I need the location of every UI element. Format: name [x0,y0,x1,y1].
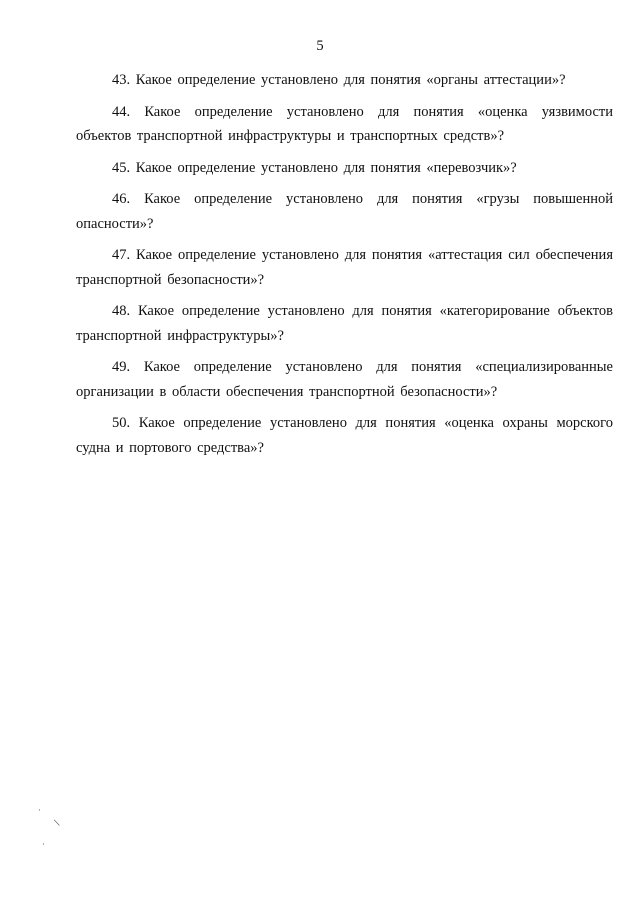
question-item: 43. Какое определение установлено для понятия «органы аттестации»? [112,72,566,88]
questions-list [76,68,613,467]
question-item: 49. Какое определение установлено для понятия «специализированные организации в области обеспечения транспортной безопасности»? [76,359,613,400]
question-item: 46. Какое определение установлено для понятия «грузы повышенной опасности»? [76,191,613,232]
question-item: 48. Какое определение установлено для понятия «категорирование объектов транспортной инфраструктуры»? [76,303,613,344]
question-item: 44. Какое определение установлено для понятия «оценка уязвимости объектов транспортной инфраструктуры и транспортных средств»? [76,103,613,144]
question-item: 47. Какое определение установлено для понятия «аттестация сил обеспечения транспортной безопасности»? [76,247,613,288]
question-item: 45. Какое определение установлено для понятия «перевозчик»? [112,159,517,176]
scan-artifact: / [52,819,63,827]
scan-artifact: · [38,806,41,816]
question-item: 50. Какое определение установлено для понятия «оценка охраны морского судна и портового средства»? [76,415,613,456]
scan-artifact: · [42,840,45,850]
page-number: 5 [316,38,324,54]
